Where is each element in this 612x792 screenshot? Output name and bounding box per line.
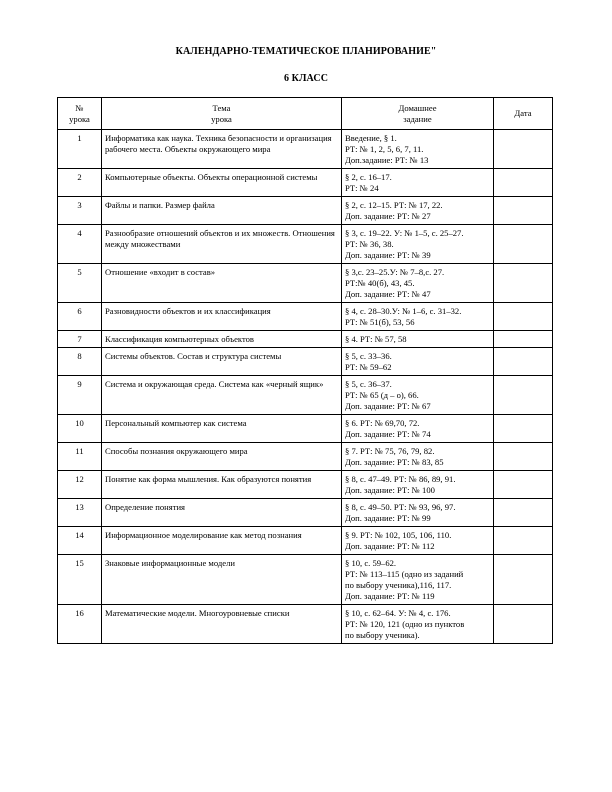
homework-line: § 10, с. 59–62.: [345, 558, 397, 568]
planning-table: [57, 97, 553, 644]
lesson-number: 7: [58, 331, 102, 348]
lesson-topic: Понятие как форма мышления. Как образуются понятия: [102, 471, 342, 499]
table-row: [58, 197, 553, 225]
homework-line: Доп. задание: РТ: № 112: [345, 541, 435, 551]
lesson-topic: Способы познания окружающего мира: [102, 443, 342, 471]
homework-line: § 8, с. 49–50. РТ: № 93, 96, 97.: [345, 502, 456, 512]
lesson-number: 10: [58, 415, 102, 443]
lesson-topic: Файлы и папки. Размер файла: [102, 197, 342, 225]
lesson-number: 1: [58, 130, 102, 169]
table-row: [58, 225, 553, 264]
lesson-homework: [342, 197, 494, 225]
homework-line: § 4, с. 28–30.У: № 1–6, с. 31–32.: [345, 306, 462, 316]
homework-line: § 5, с. 36–37.: [345, 379, 392, 389]
lesson-topic: Информатика как наука. Техника безопасности и организация рабочего места. Объекты окружающего мира: [102, 130, 342, 169]
table-row: [58, 555, 553, 605]
lesson-number: 16: [58, 605, 102, 644]
lesson-topic: Система и окружающая среда. Система как «черный ящик»: [102, 376, 342, 415]
header-num: № урока: [58, 98, 102, 130]
lesson-homework: [342, 348, 494, 376]
homework-line: § 10, с. 62–64. У: № 4, с. 176.: [345, 608, 451, 618]
homework-line: § 9. РТ: № 102, 105, 106, 110.: [345, 530, 452, 540]
lesson-number: 13: [58, 499, 102, 527]
lesson-homework: [342, 605, 494, 644]
lesson-homework: [342, 555, 494, 605]
homework-line: РТ: № 1, 2, 5, 6, 7, 11.: [345, 144, 424, 154]
lesson-homework: [342, 303, 494, 331]
table-row: [58, 303, 553, 331]
table-row: [58, 169, 553, 197]
homework-line: § 6. РТ: № 69,70, 72.: [345, 418, 420, 428]
lesson-date: [494, 130, 553, 169]
homework-line: § 7. РТ: № 75, 76, 79, 82.: [345, 446, 435, 456]
lesson-date: [494, 555, 553, 605]
lesson-topic: Разнообразие отношений объектов и их множеств. Отношения между множествами: [102, 225, 342, 264]
homework-line: Доп. задание: РТ: № 119: [345, 591, 435, 601]
lesson-number: 5: [58, 264, 102, 303]
lesson-topic: Знаковые информационные модели: [102, 555, 342, 605]
lesson-homework: [342, 499, 494, 527]
homework-line: Доп. задание: РТ: № 99: [345, 513, 431, 523]
lesson-number: 6: [58, 303, 102, 331]
homework-line: § 4. РТ: № 57, 58: [345, 334, 407, 344]
homework-line: § 5, с. 33–36.: [345, 351, 392, 361]
lesson-number: 11: [58, 443, 102, 471]
lesson-number: 12: [58, 471, 102, 499]
header-topic: Тема урока: [102, 98, 342, 130]
lesson-topic: Информационное моделирование как метод познания: [102, 527, 342, 555]
lesson-date: [494, 376, 553, 415]
homework-line: § 8, с. 47–49. РТ: № 86, 89, 91.: [345, 474, 456, 484]
lesson-topic: Разновидности объектов и их классификация: [102, 303, 342, 331]
homework-line: § 3, с. 19–22. У: № 1–5, с. 25–27.: [345, 228, 464, 238]
homework-line: РТ: № 51(б), 53, 56: [345, 317, 415, 327]
table-row: [58, 605, 553, 644]
lesson-homework: [342, 376, 494, 415]
table-row: [58, 130, 553, 169]
homework-line: РТ:№ 40(б), 43, 45.: [345, 278, 415, 288]
lesson-homework: [342, 169, 494, 197]
lesson-topic: Персональный компьютер как система: [102, 415, 342, 443]
homework-line: по выбору ученика).: [345, 630, 420, 640]
page-subtitle: 6 КЛАСС: [283, 73, 329, 84]
lesson-date: [494, 348, 553, 376]
lesson-date: [494, 197, 553, 225]
lesson-date: [494, 169, 553, 197]
lesson-topic: Классификация компьютерных объектов: [102, 331, 342, 348]
lesson-number: 2: [58, 169, 102, 197]
homework-line: Доп. задание: РТ: № 74: [345, 429, 431, 439]
homework-line: Введение, § 1.: [345, 133, 397, 143]
homework-line: § 2, с. 16–17.: [345, 172, 392, 182]
lesson-date: [494, 471, 553, 499]
table-row: [58, 331, 553, 348]
homework-line: РТ: № 65 (д – о), 66.: [345, 390, 419, 400]
lesson-date: [494, 331, 553, 348]
lesson-date: [494, 605, 553, 644]
page-title: КАЛЕНДАРНО-ТЕМАТИЧЕСКОЕ ПЛАНИРОВАНИЕ": [175, 46, 437, 57]
homework-line: РТ: № 24: [345, 183, 379, 193]
lesson-topic: Компьютерные объекты. Объекты операционной системы: [102, 169, 342, 197]
lesson-date: [494, 303, 553, 331]
table-row: [58, 264, 553, 303]
table-row: [58, 499, 553, 527]
lesson-number: 4: [58, 225, 102, 264]
lesson-homework: [342, 415, 494, 443]
lesson-date: [494, 499, 553, 527]
homework-line: Доп. задание: РТ: № 39: [345, 250, 431, 260]
header-date: Дата: [494, 98, 553, 130]
homework-line: Доп. задание: РТ: № 67: [345, 401, 431, 411]
lesson-topic: Математические модели. Многоуровневые списки: [102, 605, 342, 644]
homework-line: РТ: № 120, 121 (одно из пунктов: [345, 619, 465, 629]
lesson-homework: [342, 130, 494, 169]
lesson-topic: Отношение «входит в состав»: [102, 264, 342, 303]
lesson-date: [494, 443, 553, 471]
lesson-number: 3: [58, 197, 102, 225]
lesson-topic: Определение понятия: [102, 499, 342, 527]
table-row: [58, 471, 553, 499]
lesson-homework: [342, 331, 494, 348]
lesson-homework: [342, 471, 494, 499]
table-row: [58, 348, 553, 376]
lesson-homework: [342, 527, 494, 555]
homework-line: Доп. задание: РТ: № 27: [345, 211, 431, 221]
homework-line: Доп. задание: РТ: № 83, 85: [345, 457, 444, 467]
lesson-date: [494, 264, 553, 303]
lesson-date: [494, 225, 553, 264]
lesson-homework: [342, 264, 494, 303]
homework-line: Доп. задание: РТ: № 47: [345, 289, 431, 299]
header-homework: Домашнее задание: [342, 98, 494, 130]
table-header-row: [58, 98, 553, 130]
table-row: [58, 376, 553, 415]
lesson-number: 8: [58, 348, 102, 376]
homework-line: § 2, с. 12–15. РТ: № 17, 22.: [345, 200, 443, 210]
lesson-date: [494, 527, 553, 555]
table-row: [58, 415, 553, 443]
lesson-homework: [342, 225, 494, 264]
lesson-topic: Системы объектов. Состав и структура системы: [102, 348, 342, 376]
homework-line: Доп.задание: РТ: № 13: [345, 155, 429, 165]
table-row: [58, 527, 553, 555]
lesson-number: 9: [58, 376, 102, 415]
lesson-date: [494, 415, 553, 443]
homework-line: РТ: № 59–62: [345, 362, 392, 372]
lesson-number: 14: [58, 527, 102, 555]
table-row: [58, 443, 553, 471]
homework-line: Доп. задание: РТ: № 100: [345, 485, 435, 495]
homework-line: РТ: № 113–115 (одно из заданий: [345, 569, 464, 579]
lesson-homework: [342, 443, 494, 471]
homework-line: по выбору ученика),116, 117.: [345, 580, 452, 590]
lesson-number: 15: [58, 555, 102, 605]
homework-line: § 3,с. 23–25.У: № 7–8,с. 27.: [345, 267, 445, 277]
homework-line: РТ: № 36, 38.: [345, 239, 394, 249]
